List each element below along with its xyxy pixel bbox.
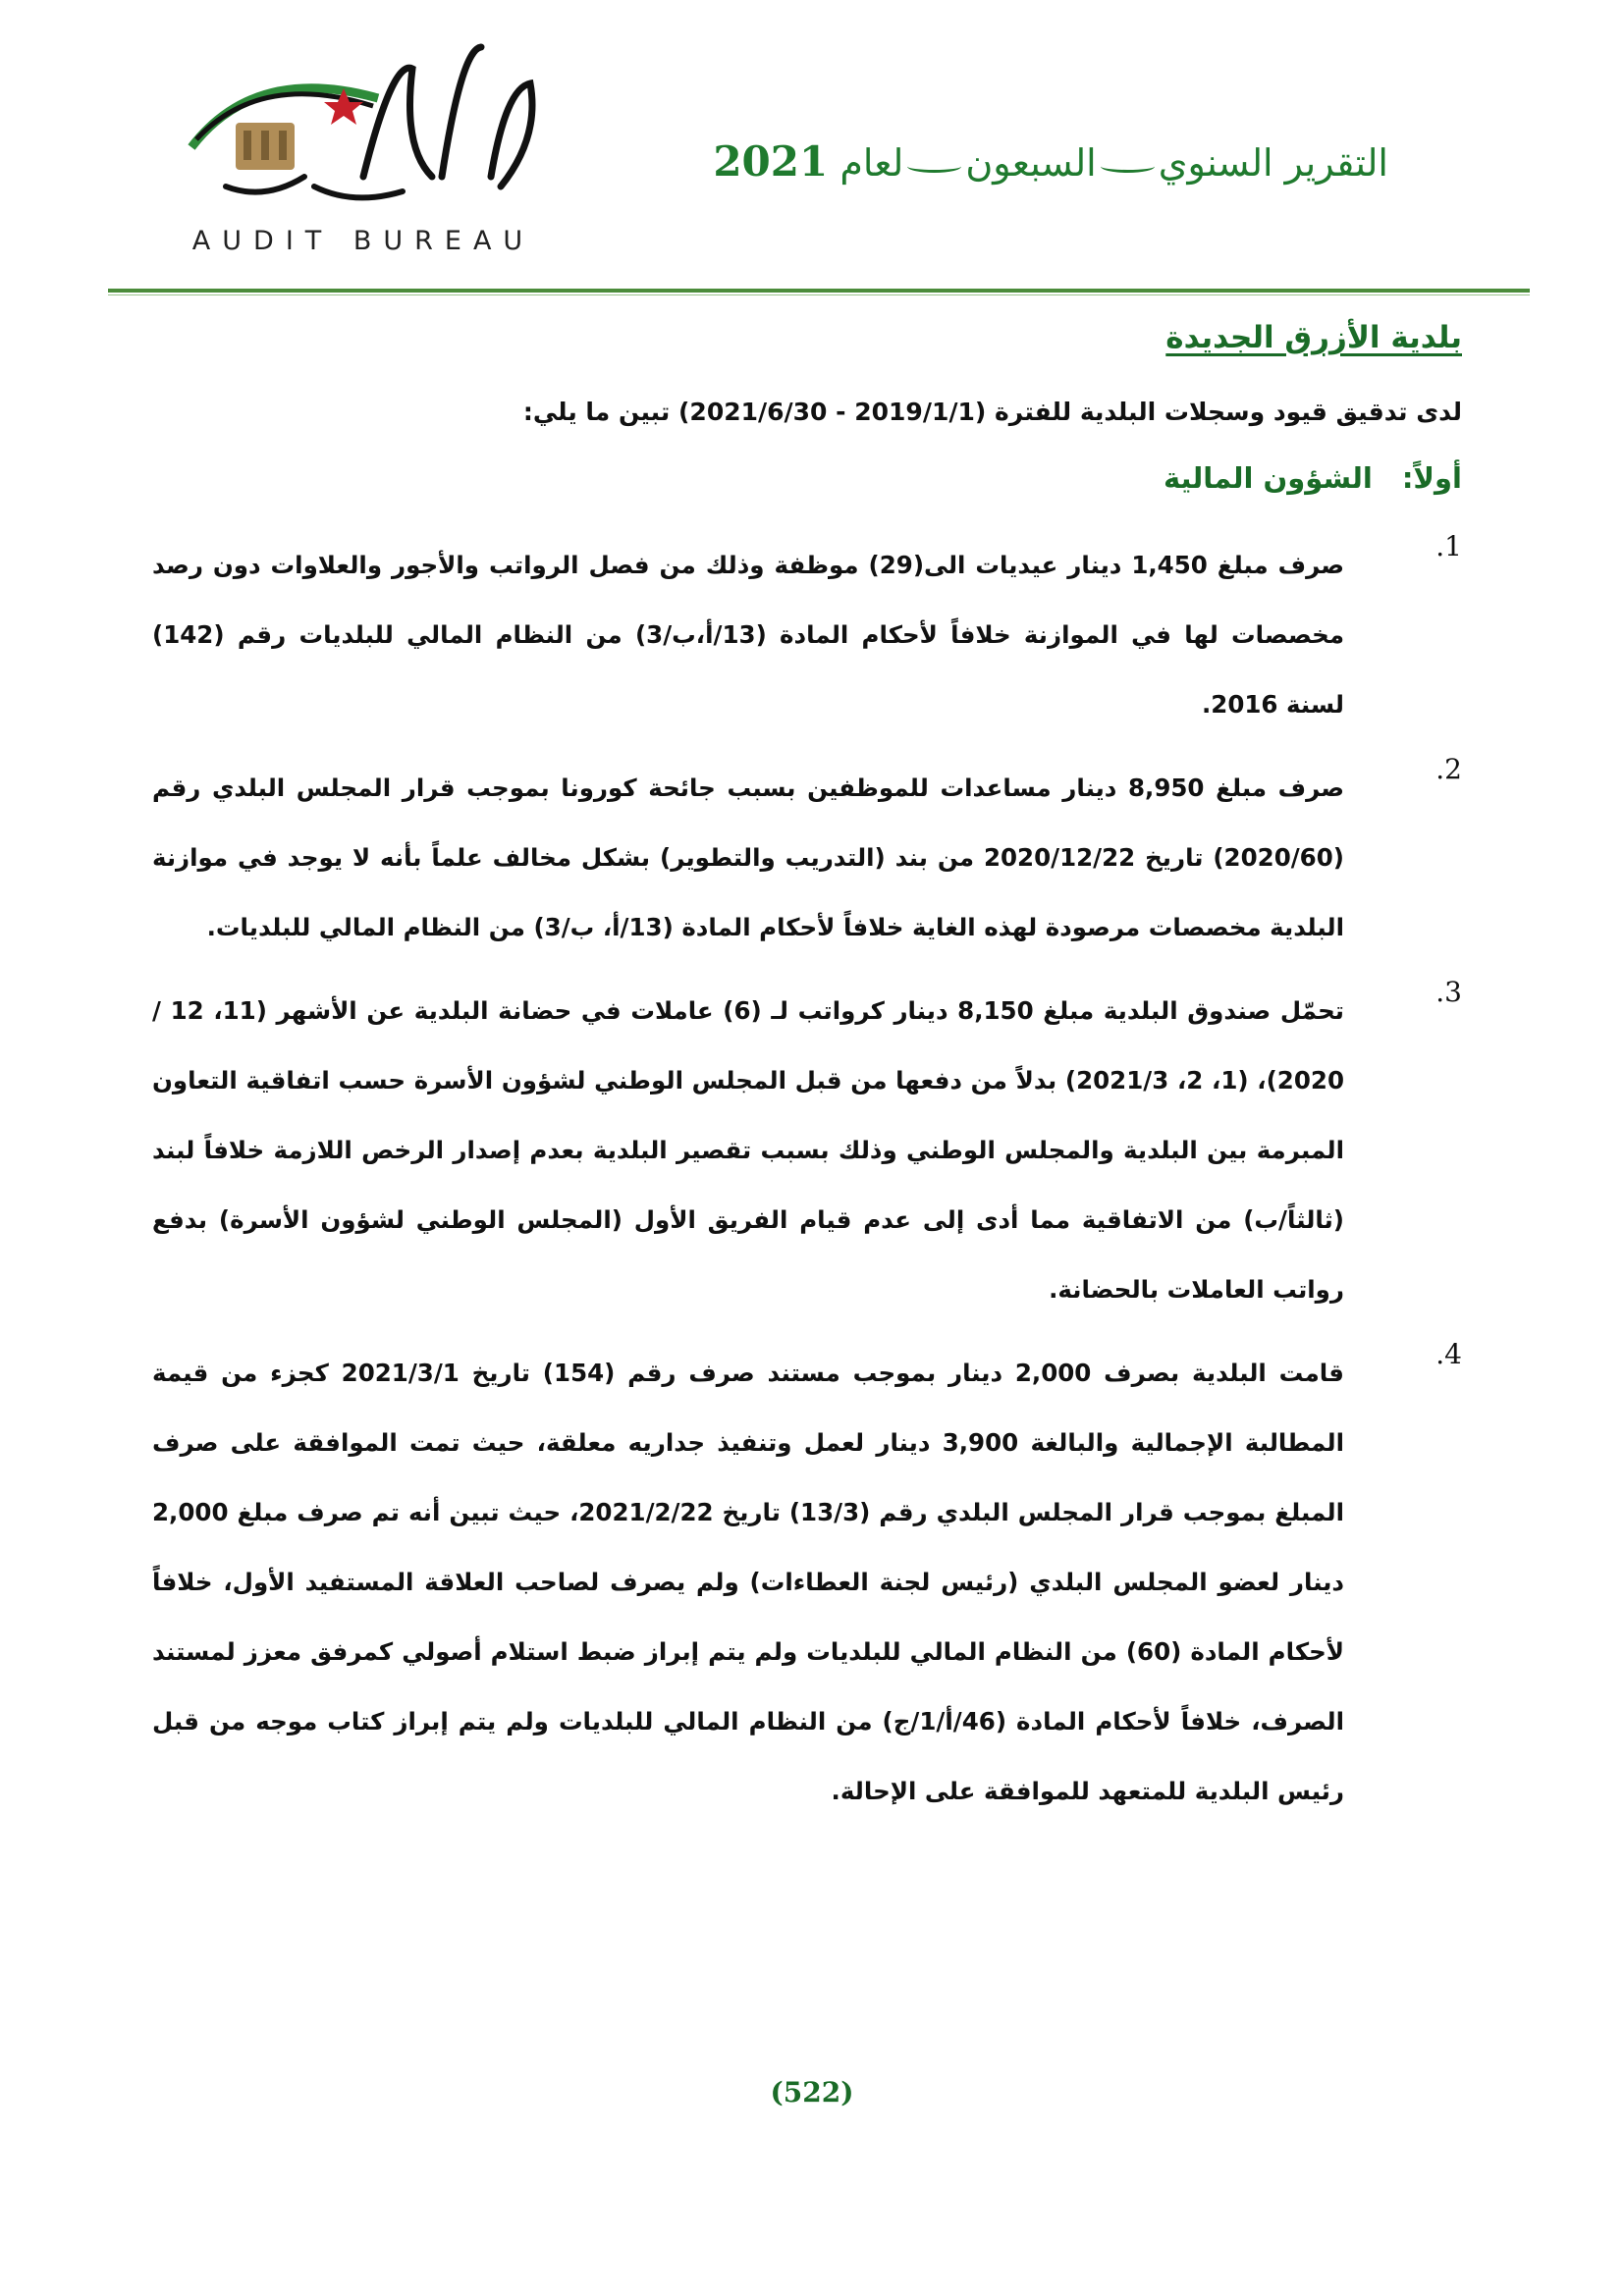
- item-text: صرف مبلغ 1,450 دينار عيديات الى(29) موظفة وذلك من فصل الرواتب والأجور والعلاوات دون رصد مخصصات لها في الموازنة خلافاً لأحكام المادة (13/أ،ب/3) من النظام المالي للبلديات رقم (142) لسنة 2016.: [152, 551, 1345, 719]
- list-item: [152, 530, 1462, 739]
- subheading-number: أولاً:: [1401, 461, 1462, 495]
- item-text: صرف مبلغ 8,950 دينار مساعدات للموظفين بسبب جائحة كورونا بموجب قرار المجلس البلدي رقم (2020/60) تاريخ 2020/12/22 من بند (التدريب والتطوير) بشكل مخالف علماً بأنه لا يوجد في موازنة البلدية مخصصات مرصودة لهذه الغاية خلافاً لأحكام المادة (13/أ، ب/3) من النظام المالي للبلديات.: [152, 774, 1344, 941]
- item-text: تحمّل صندوق البلدية مبلغ 8,150 دينار كرواتب لـ (6) عاملات في حضانة البلدية عن الأشهر (11، 12 / 2020)، (1، 2، 2021/3) بدلاً من دفعها من قبل المجلس الوطني لشؤون الأسرة حسب اتفاقية التعاون المبرمة بين البلدية والمجلس الوطني وذلك بسبب تقصير البلدية بعدم إصدار الرخص اللازمة خلافاً لبند (ثالثاً/ب) من الاتفاقية مما أدى إلى عدم قيام الفريق الأول (المجلس الوطني لشؤون الأسرة) بدفع رواتب العاملات بالحضانة.: [152, 996, 1344, 1304]
- section-intro: لدى تدقيق قيود وسجلات البلدية للفترة (2019/1/1 - 2021/6/30) تبين ما يلي:: [522, 398, 1462, 426]
- title-part-annual-report: التقرير السنوي: [1158, 141, 1388, 185]
- brand-name-en: AUDIT BUREAU: [191, 226, 535, 256]
- item-index: 2.: [1435, 753, 1462, 785]
- list-item: [152, 1338, 1462, 1826]
- report-title: [713, 137, 1388, 186]
- audit-bureau-logo: [167, 29, 560, 260]
- header-divider: [108, 289, 1530, 293]
- section-title: بلدية الأزرق الجديدة: [1165, 320, 1462, 355]
- report-year: 2021: [713, 137, 829, 186]
- list-item: [152, 753, 1462, 962]
- title-flourish: [1101, 160, 1155, 173]
- title-part-for-year: لعام: [839, 141, 904, 185]
- page-number: (522): [770, 2076, 854, 2109]
- subheading-text: الشؤون المالية: [1163, 461, 1373, 495]
- item-index: 3.: [1435, 976, 1462, 1008]
- header-divider-thin: [108, 294, 1530, 295]
- subheading: [1164, 461, 1462, 495]
- item-index: 4.: [1435, 1338, 1462, 1370]
- list-item: [152, 976, 1462, 1324]
- title-part-seventieth: السبعون: [965, 141, 1097, 185]
- item-index: 1.: [1435, 530, 1462, 562]
- findings-list: [152, 530, 1462, 1840]
- title-flourish: [907, 160, 961, 173]
- logo-emblem-icon: [167, 29, 560, 226]
- item-text: قامت البلدية بصرف 2,000 دينار بموجب مستند صرف رقم (154) تاريخ 2021/3/1 كجزء من قيمة المطالبة الإجمالية والبالغة 3,900 دينار لعمل وتنفيذ جداريه معلقة، حيث تمت الموافقة على صرف المبلغ بموجب قرار المجلس البلدي رقم (13/3) تاريخ 2021/2/22، حيث تبين أنه تم صرف مبلغ 2,000 دينار لعضو المجلس البلدي (رئيس لجنة العطاءات) ولم يصرف لصاحب العلاقة المستفيد الأول، خلافاً لأحكام المادة (60) من النظام المالي للبلديات ولم يتم إبراز ضبط استلام أصولي كمرفق معزز لمستند الصرف، خلافاً لأحكام المادة (46/أ/1/ج) من النظام المالي للبلديات ولم يتم إبراز كتاب موجه من قبل رئيس البلدية للمتعهد للموافقة على الإحالة.: [152, 1359, 1344, 1805]
